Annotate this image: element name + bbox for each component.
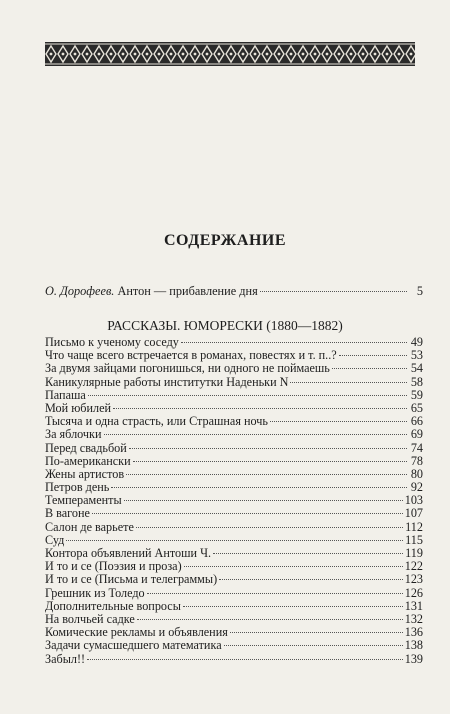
toc-entry-title: По-американски xyxy=(45,453,131,468)
toc-entry-page: 122 xyxy=(404,559,423,574)
toc-entry-page: 53 xyxy=(410,348,423,363)
toc-entry-page: 126 xyxy=(404,585,423,600)
toc-entry-title: Что чаще всего встречается в романах, повестях и т. п..? xyxy=(45,348,337,363)
toc-entry[interactable] xyxy=(45,389,423,402)
toc-entry-title: Забыл!! xyxy=(45,651,86,666)
dot-leader xyxy=(219,579,403,580)
intro-title: Антон — прибавление дня xyxy=(117,284,258,298)
dot-leader xyxy=(136,527,403,528)
dot-leader xyxy=(184,566,403,567)
toc-entry[interactable] xyxy=(45,521,423,534)
toc-entry[interactable] xyxy=(45,600,423,613)
toc-entry[interactable] xyxy=(45,653,423,666)
toc-entry-page: 138 xyxy=(404,638,423,653)
toc-entry-title: Грешник из Толедо xyxy=(45,585,145,600)
dot-leader xyxy=(339,355,407,356)
dot-leader xyxy=(87,659,403,660)
toc-entry-page: 132 xyxy=(404,611,423,626)
toc-entry-title: И то и се (Поэзия и проза) xyxy=(45,559,182,574)
toc-entry-page: 139 xyxy=(404,651,423,666)
toc-entry-title: Каникулярные работы институтки Наденьки N xyxy=(45,374,289,389)
dot-leader xyxy=(66,540,403,541)
toc-entry-page: 92 xyxy=(410,480,423,495)
dot-leader xyxy=(137,619,403,620)
dot-leader xyxy=(224,645,403,646)
toc-entry[interactable] xyxy=(45,376,423,389)
toc-entry-page: 107 xyxy=(404,506,423,521)
dot-leader xyxy=(111,487,407,488)
dot-leader xyxy=(183,606,403,607)
dot-leader xyxy=(133,461,407,462)
toc-entry-title: Петров день xyxy=(45,480,110,495)
toc-entry-page: 69 xyxy=(410,427,423,442)
toc-entry-title: На волчьей садке xyxy=(45,611,135,626)
dot-leader xyxy=(124,500,403,501)
dot-leader xyxy=(213,553,403,554)
toc-entry-page: 74 xyxy=(410,440,423,455)
toc-entry-page: 66 xyxy=(410,414,423,429)
toc-entry-page: 136 xyxy=(404,625,423,640)
toc-entry-title: И то и се (Письма и телеграммы) xyxy=(45,572,218,587)
dot-leader xyxy=(88,395,407,396)
toc-entry[interactable] xyxy=(45,362,423,375)
toc-entry-title: Темпераменты xyxy=(45,493,122,508)
dot-leader xyxy=(260,291,407,292)
dot-leader xyxy=(332,368,407,369)
dot-leader xyxy=(113,408,407,409)
toc-entry-page: 80 xyxy=(410,466,423,481)
dot-leader xyxy=(126,474,407,475)
toc-entry[interactable] xyxy=(45,494,423,507)
toc-entry[interactable] xyxy=(45,587,423,600)
toc-entry[interactable] xyxy=(45,428,423,441)
toc-entry-title: Контора объявлений Антоши Ч. xyxy=(45,546,212,560)
toc-entry[interactable] xyxy=(45,507,423,520)
toc-entry[interactable] xyxy=(45,442,423,455)
dot-leader xyxy=(181,342,407,343)
dot-leader xyxy=(270,421,407,422)
toc-entry-title: В вагоне xyxy=(45,506,90,521)
toc-entry-page: 103 xyxy=(404,493,423,508)
toc-entry-page: 78 xyxy=(410,453,423,468)
dot-leader xyxy=(104,434,408,435)
toc-entry-title: Перед свадьбой xyxy=(45,440,127,455)
toc-entry-page: 65 xyxy=(410,400,423,415)
toc-entry-title: Письмо к ученому соседу xyxy=(45,335,179,349)
dot-leader xyxy=(147,593,403,594)
intro-entry[interactable] xyxy=(45,284,423,299)
contents-title: СОДЕРЖАНИЕ xyxy=(163,232,287,249)
intro-page: 5 xyxy=(416,284,423,298)
toc-entry-title: Комические рекламы и объявления xyxy=(45,625,228,640)
toc-entry[interactable] xyxy=(45,455,423,468)
toc-entry-title: Папаша xyxy=(45,387,86,402)
toc-entry-title: Тысяча и одна страсть, или Страшная ночь xyxy=(45,414,268,429)
toc-entry-title: Мой юбилей xyxy=(45,400,112,415)
toc-entry-title: Суд xyxy=(45,532,65,547)
toc-entry[interactable] xyxy=(45,639,423,652)
toc-entry-page: 119 xyxy=(405,546,423,560)
toc-entry[interactable] xyxy=(45,573,423,586)
toc-entry-page: 115 xyxy=(405,532,423,547)
intro-author: О. Дорофеев. xyxy=(45,284,115,298)
dot-leader xyxy=(129,448,407,449)
toc-list xyxy=(45,336,423,666)
toc-entry-title: Салон де варьете xyxy=(45,519,134,534)
toc-entry-title: Дополнительные вопросы xyxy=(45,598,181,613)
ornament-pattern-icon xyxy=(45,42,415,66)
toc-entry-page: 49 xyxy=(410,335,423,349)
toc-entry-page: 59 xyxy=(410,387,423,402)
dot-leader xyxy=(290,382,407,383)
toc-entry-page: 54 xyxy=(410,361,423,376)
toc-entry-title: За двумя зайцами погонишься, ни одного не поймаешь xyxy=(45,361,330,376)
toc-entry-title: Жены артистов xyxy=(45,466,125,481)
toc-entry-title: За яблочки xyxy=(45,427,102,442)
section-title: РАССКАЗЫ. ЮМОРЕСКИ (1880—1882) xyxy=(107,318,343,333)
toc-entry-page: 58 xyxy=(410,374,423,389)
dot-leader xyxy=(230,632,403,633)
toc-entry-page: 112 xyxy=(405,519,423,534)
toc-entry-page: 123 xyxy=(404,572,423,587)
toc-entry-page: 131 xyxy=(404,598,423,613)
dot-leader xyxy=(92,513,403,514)
decorative-header-band xyxy=(45,42,415,66)
toc-entry-title: Задачи сумасшедшего математика xyxy=(45,638,222,653)
